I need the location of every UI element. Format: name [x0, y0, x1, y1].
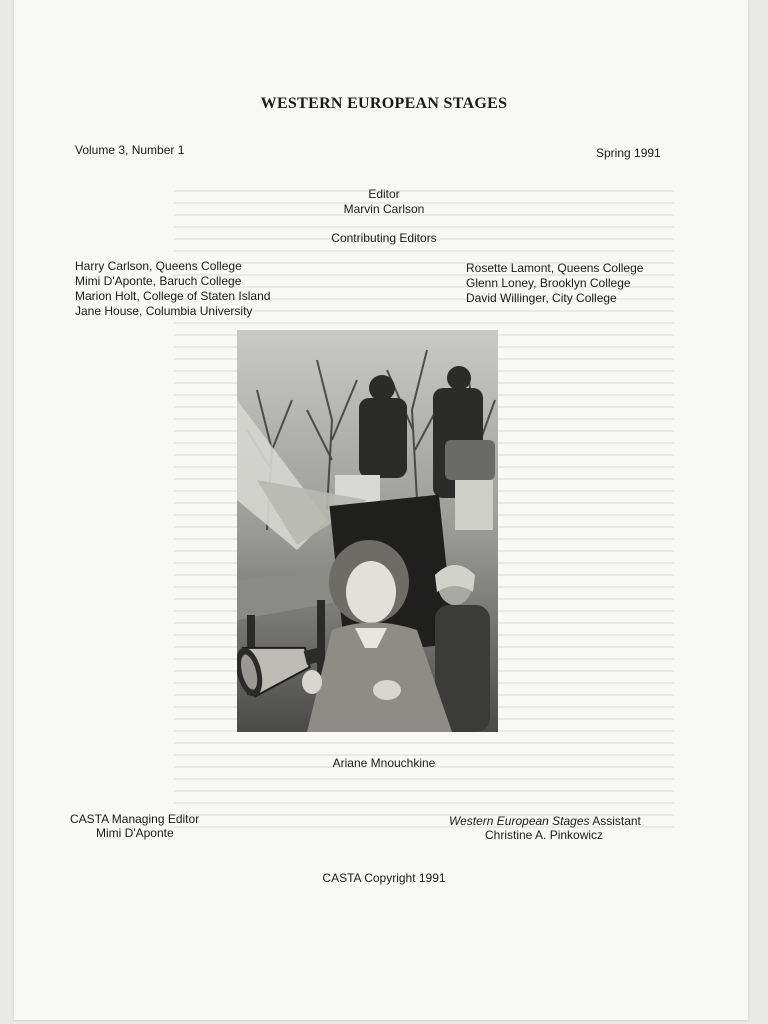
assistant-name: Christine A. Pinkowicz [485, 828, 604, 842]
managing-editor-role: CASTA Managing Editor [70, 812, 200, 826]
editor-entry: David Willinger, City College [466, 291, 617, 305]
photo-caption: Ariane Mnouchkine [332, 756, 436, 770]
editor-entry: Marion Holt, College of Staten Island [75, 289, 271, 303]
cover-photograph [237, 330, 498, 732]
contributing-editors-left [75, 259, 270, 319]
volume-label: Volume 3, Number 1 [75, 143, 185, 157]
copyright-notice: CASTA Copyright 1991 [322, 871, 446, 885]
editor-entry: Rosette Lamont, Queens College [466, 261, 644, 275]
photo-illustration [237, 330, 498, 732]
contributing-editors-heading: Contributing Editors [331, 231, 437, 245]
contributing-editors-right [466, 261, 643, 306]
editor-entry: Mimi D'Aponte, Baruch College [75, 274, 242, 288]
editor-entry: Jane House, Columbia University [75, 304, 253, 318]
editor-entry: Glenn Loney, Brooklyn College [466, 276, 631, 290]
assistant-role-title: Assistant [589, 814, 641, 828]
editor-heading: Editor [368, 187, 400, 201]
assistant-role-journal: Western European Stages [449, 814, 590, 828]
season-label: Spring 1991 [596, 146, 661, 160]
journal-title: WESTERN EUROPEAN STAGES [260, 95, 508, 112]
managing-editor-name: Mimi D'Aponte [96, 826, 174, 840]
editor-name: Marvin Carlson [343, 202, 425, 216]
editor-entry: Harry Carlson, Queens College [75, 259, 242, 273]
